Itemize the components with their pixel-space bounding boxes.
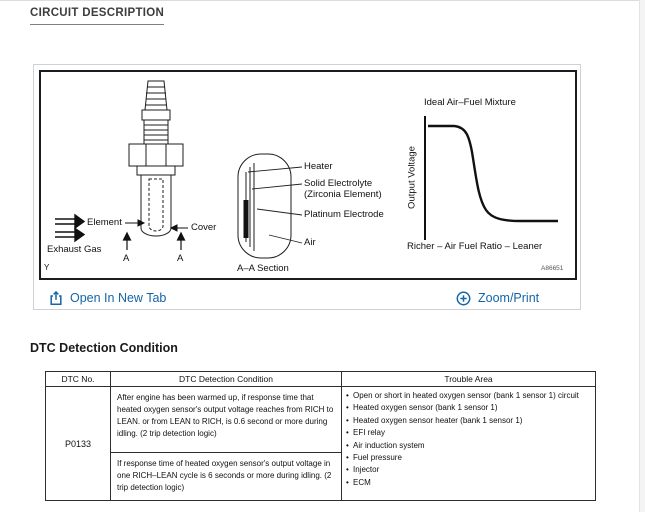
zirconia-element-label: (Zirconia Element) [304, 189, 382, 200]
zoom-print-label: Zoom/Print [478, 291, 540, 305]
trouble-area-item: • Air induction system [346, 440, 591, 452]
platinum-electrode-label: Platinum Electrode [304, 209, 384, 220]
col-header-detection-condition: DTC Detection Condition [111, 372, 342, 387]
cover-pointer-arrow [171, 225, 188, 231]
open-in-new-tab-button[interactable] [49, 285, 166, 311]
trouble-area-cell [342, 387, 596, 501]
y-marker-label: Y [44, 263, 50, 272]
trouble-area-item: • Heated oxygen sensor heater (bank 1 sensor 1) [346, 415, 591, 427]
page-title: CIRCUIT DESCRIPTION [30, 7, 164, 25]
section-capsule-art [238, 154, 291, 258]
element-label: Element [87, 217, 122, 228]
exhaust-gas-label: Exhaust Gas [47, 244, 102, 255]
oxygen-sensor-art [129, 81, 183, 236]
trouble-area-item: • Fuel pressure [346, 452, 591, 464]
graph-y-axis-label: Output Voltage [406, 146, 418, 209]
scrollbar[interactable] [639, 0, 645, 512]
section-marker-a-left: A [123, 253, 130, 264]
open-in-new-tab-label: Open In New Tab [70, 291, 167, 305]
zoom-print-button[interactable] [456, 285, 539, 311]
top-divider [0, 0, 645, 1]
col-header-trouble-area: Trouble Area [342, 372, 596, 387]
figure-panel [33, 64, 581, 310]
trouble-area-item: • ECM [346, 477, 591, 489]
cover-label: Cover [191, 222, 217, 233]
heater-label: Heater [304, 161, 333, 172]
dtc-detection-heading: DTC Detection Condition [30, 341, 178, 355]
table-row [46, 387, 596, 453]
exhaust-flow-arrows-icon [55, 215, 84, 241]
open-in-new-tab-icon [49, 291, 63, 306]
dtc-condition-1-cell: After engine has been warmed up, if response time that heated oxygen sensor's output voltage reaches from RICH to LEAN. or from LEAN to RICH, is 0.6 second or more during idling. (2 trip detection logic) [111, 387, 342, 453]
section-caption: A–A Section [237, 263, 289, 274]
figure-actions-bar [34, 285, 580, 311]
trouble-area-item: • Heated oxygen sensor (bank 1 sensor 1) [346, 402, 591, 414]
diagram-frame [39, 70, 577, 280]
graph-art [425, 116, 558, 240]
air-label: Air [304, 237, 316, 248]
col-header-dtc-no: DTC No. [46, 372, 111, 387]
dtc-condition-2-cell: If response time of heated oxygen sensor's output voltage in one RICH–LEAN cycle is 6 seconds or more during idling. (2 trip detection logic) [111, 453, 342, 501]
graph-x-axis-label: Richer – Air Fuel Ratio – Leaner [407, 241, 543, 252]
trouble-area-item: • Injector [346, 464, 591, 476]
trouble-area-list [346, 390, 591, 489]
dtc-code-cell: P0133 [46, 387, 111, 501]
section-marker-a-right: A [177, 253, 184, 264]
trouble-area-item: • EFI relay [346, 427, 591, 439]
section-leader-lines [248, 167, 302, 243]
trouble-area-item: • Open or short in heated oxygen sensor (bank 1 sensor 1) circuit [346, 390, 591, 402]
dtc-table [45, 371, 596, 501]
solid-electrolyte-label: Solid Electrolyte [304, 178, 373, 189]
figure-code: A86651 [541, 265, 564, 272]
dtc-table-header-row [46, 372, 596, 387]
zoom-print-icon [456, 291, 471, 306]
graph-title: Ideal Air–Fuel Mixture [424, 97, 516, 108]
